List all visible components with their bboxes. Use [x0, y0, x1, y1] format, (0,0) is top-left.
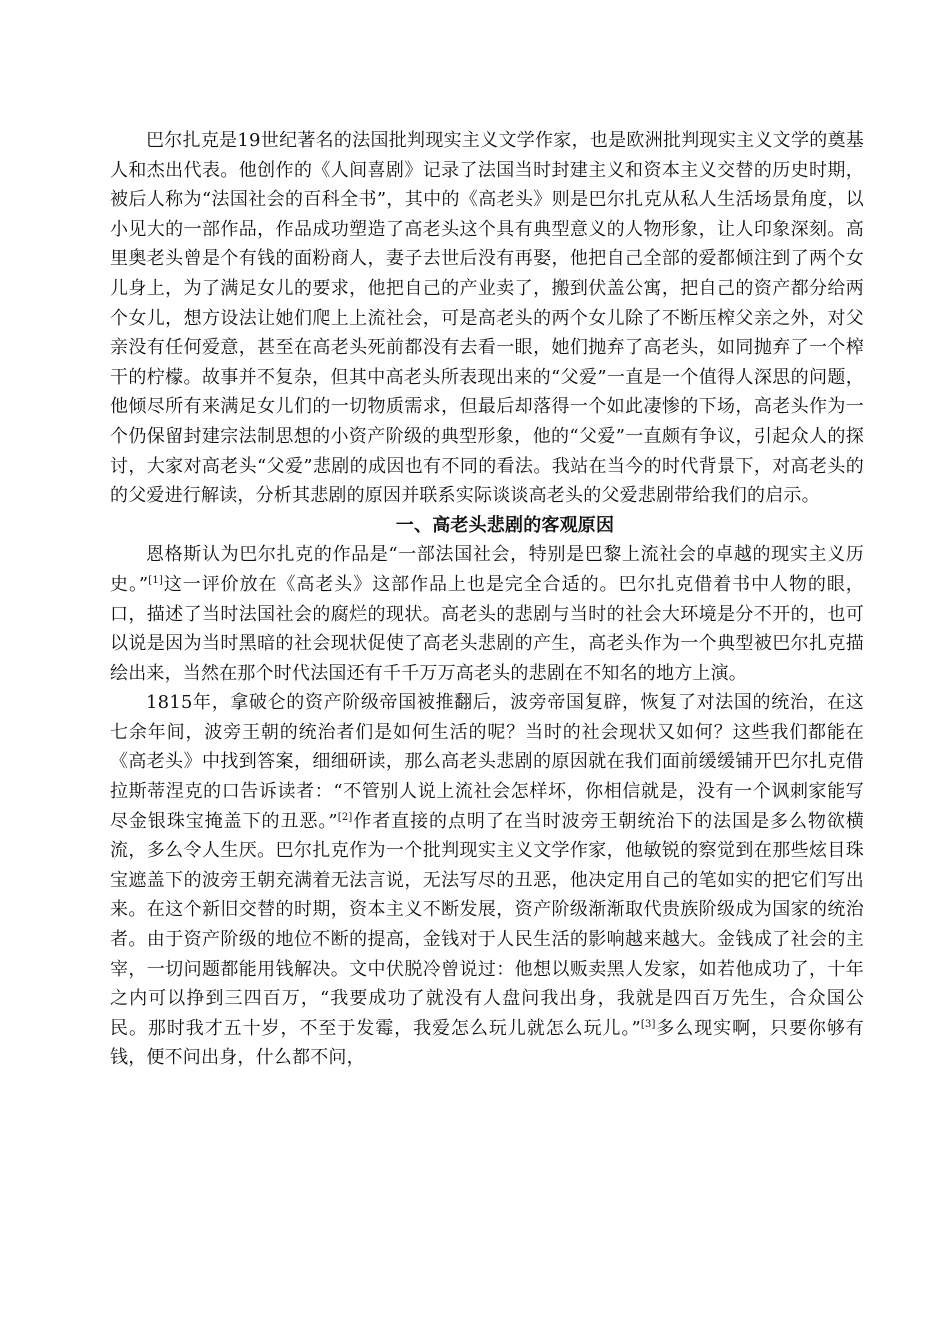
- intro-paragraph: 巴尔扎克是19世纪著名的法国批判现实主义文学作家，也是欧洲批判现实主义文学的奠基人和杰出代表。他创作的《人间喜剧》记录了法国当时封建主义和资本主义交替的历史时期，被后人称为“法国社会的百科全书”，其中的《高老头》则是巴尔扎克从私人生活场景角度，以小见大的一部作品，作品成功塑造了高老头这个具有典型意义的人物形象，让人印象深刻。高里奥老头曾是个有钱的面粉商人，妻子去世后没有再娶，他把自己全部的爱都倾注到了两个女儿身上，为了满足女儿的要求，他把自己的产业卖了，搬到伏盖公寓，把自己的资产都分给两个女儿，想方设法让她们爬上上流社会，可是高老头的两个女儿除了不断压榨父亲之外，对父亲没有任何爱意，甚至在高老头死前都没有去看一眼，她们抛弃了高老头，如同抛弃了一个榨干的柠檬。故事并不复杂，但其中高老头所表现出来的“父爱”一直是一个值得人深思的问题，他倾尽所有来满足女儿们的一切物质需求，但最后却落得一个如此凄惨的下场，高老头作为一个仍保留封建宗法制思想的小资产阶级的典型形象，他的“父爱”一直颇有争议，引起众人的探讨，大家对高老头“父爱”悲剧的成因也有不同的看法。我站在当今的时代背景下，对高老头的的父爱进行解读，分析其悲剧的原因并联系实际谈谈高老头的父爱悲剧带给我们的启示。: [110, 130, 864, 507]
- paragraph-text: 恩格斯认为巴尔扎克的作品是“一部法国社会，特别是巴黎上流社会的卓越的现实主义历史。”: [110, 544, 864, 595]
- document-body: [110, 126, 864, 1073]
- paragraph-engels: [110, 540, 864, 688]
- citation-ref: [3]: [640, 1018, 656, 1030]
- section-heading: 一、高老头悲剧的客观原因: [395, 514, 615, 536]
- paragraph-text: 作者直接的点明了在当时波旁王朝统治下的法国是多么物欲横流，多么令人生厌。巴尔扎克作为一个批判现实主义文学作家，他敏锐的察觉到在那些炫目珠宝遮盖下的波旁王朝充满着无法言说，无法写尽的丑恶，他决定用自己的笔如实的把它们写出来。在这个新旧交替的时期，资本主义不断发展，资产阶级渐渐取代贵族阶级成为国家的统治者。由于资产阶级的地位不断的提高，金钱对于人民生活的影响越来越大。金钱成了社会的主宰，一切问题都能用钱解决。文中伏脱冷曾说过：他想以贩卖黑人发家，如若他成功了，十年之内可以挣到三四百万，“我要成功了就没有人盘问我出身，我就是四百万先生，合众国公民。那时我才五十岁，不至于发霉，我爱怎么玩儿就怎么玩儿。”: [110, 810, 864, 1039]
- paragraph-1815: [110, 688, 864, 1073]
- paragraph-text: 多么现实啊，只要你够有钱，便不问出身，什么都不问，: [110, 1017, 864, 1069]
- citation-ref: [1]: [148, 574, 164, 586]
- paragraph-text: 1815年，拿破仑的资产阶级帝国被推翻后，波旁帝国复辟，恢复了对法国的统治，在这七余年间，波旁王朝的统治者们是如何生活的呢？当时的社会现状又如何？这些我们都能在《高老头》中找到答案，细细研读，那么高老头悲剧的原因就在我们面前缓缓铺开巴尔扎克借拉斯蒂涅克的口告诉读者：“不管别人说上流社会怎样坏，你相信就是，没有一个讽刺家能写尽金银珠宝掩盖下的丑恶。”: [110, 692, 864, 832]
- citation-ref: [2]: [337, 811, 353, 823]
- paragraph-text: 这一评价放在《高老头》这部作品上也是完全合适的。巴尔扎克借着书中人物的眼，口，描述了当时法国社会的腐烂的现状。高老头的悲剧与当时的社会大环境是分不开的，也可以说是因为当时黑暗的社会现状促使了高老头悲剧的产生，高老头作为一个典型被巴尔扎克描绘出来，当然在那个时代法国还有千千万万高老头的悲剧在不知名的地方上演。: [110, 573, 864, 684]
